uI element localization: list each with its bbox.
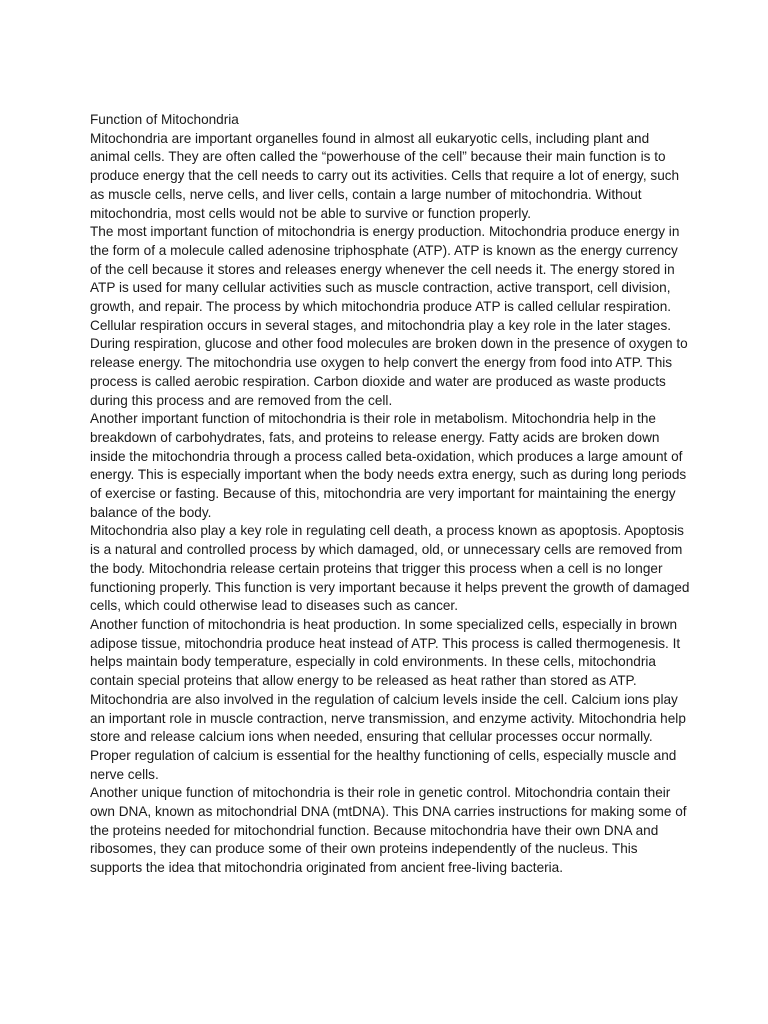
paragraph-metabolism: Another important function of mitochondria is their role in metabolism. Mitochondria help in the breakdown of carbohydrates, fats, and proteins to release energy. Fatty acids are broken down inside the mitochondria through a process called beta-oxidation, which produces a large amount of energy. This is especially important when the body needs extra energy, such as during long periods of exercise or fasting. Because of this, mitochondria are very important for maintaining the energy balance of the body.	[90, 411, 687, 520]
paragraph-energy-production: The most important function of mitochondria is energy production. Mitochondria produce energy in the form of a molecule called adenosine triphosphate (ATP). ATP is known as the energy currency of the cell because it stores and releases energy whenever the cell needs it. The energy stored in ATP is used for many cellular activities such as muscle contraction, active transport, cell division, growth, and repair. The process by which mitochondria produce ATP is called cellular respiration.	[90, 224, 680, 315]
paragraph-calcium-regulation: Mitochondria are also involved in the regulation of calcium levels inside the cell. Calcium ions play an important role in muscle contraction, nerve transmission, and enzyme activity. Mitochondria help store and release calcium ions when needed, ensuring that cellular processes occur normally. Proper regulation of calcium is essential for the healthy functioning of cells, especially muscle and nerve cells.	[90, 691, 686, 782]
paragraph-genetic-control: Another unique function of mitochondria is their role in genetic control. Mitochondria contain their own DNA, known as mitochondrial DNA (mtDNA). This DNA carries instructions for making some of the proteins needed for mitochondrial function. Because mitochondria have their own DNA and ribosomes, they can produce some of their own proteins independently of the nucleus. This supports the idea that mitochondria originated from ancient free-living bacteria.	[90, 785, 687, 876]
document-page	[90, 111, 690, 878]
paragraph-heat-production: Another function of mitochondria is heat production. In some specialized cells, especially in brown adipose tissue, mitochondria produce heat instead of ATP. This process is called thermogenesis. It helps maintain body temperature, especially in cold environments. In these cells, mitochondria contain special proteins that allow energy to be released as heat rather than stored as ATP.	[90, 616, 681, 689]
paragraph-cellular-respiration: Cellular respiration occurs in several stages, and mitochondria play a key role in the later stages. During respiration, glucose and other food molecules are broken down in the presence of oxygen to release energy. The mitochondria use oxygen to help convert the energy from food into ATP. This process is called aerobic respiration. Carbon dioxide and water are produced as waste products during this process and are removed from the cell.	[90, 317, 688, 408]
paragraph-intro: Mitochondria are important organelles found in almost all eukaryotic cells, including plant and animal cells. They are often called the “powerhouse of the cell” because their main function is to produce energy that the cell needs to carry out its activities. Cells that require a lot of energy, such as muscle cells, nerve cells, and liver cells, contain a large number of mitochondria. Without mitochondria, most cells would not be able to survive or function properly.	[90, 130, 680, 221]
paragraph-apoptosis: Mitochondria also play a key role in regulating cell death, a process known as apoptosis. Apoptosis is a natural and controlled process by which damaged, old, or unnecessary cells are removed from the body. Mitochondria release certain proteins that trigger this process when a cell is no longer functioning properly. This function is very important because it helps prevent the growth of damaged cells, which could otherwise lead to diseases such as cancer.	[90, 523, 690, 614]
document-title: Function of Mitochondria	[90, 112, 239, 127]
